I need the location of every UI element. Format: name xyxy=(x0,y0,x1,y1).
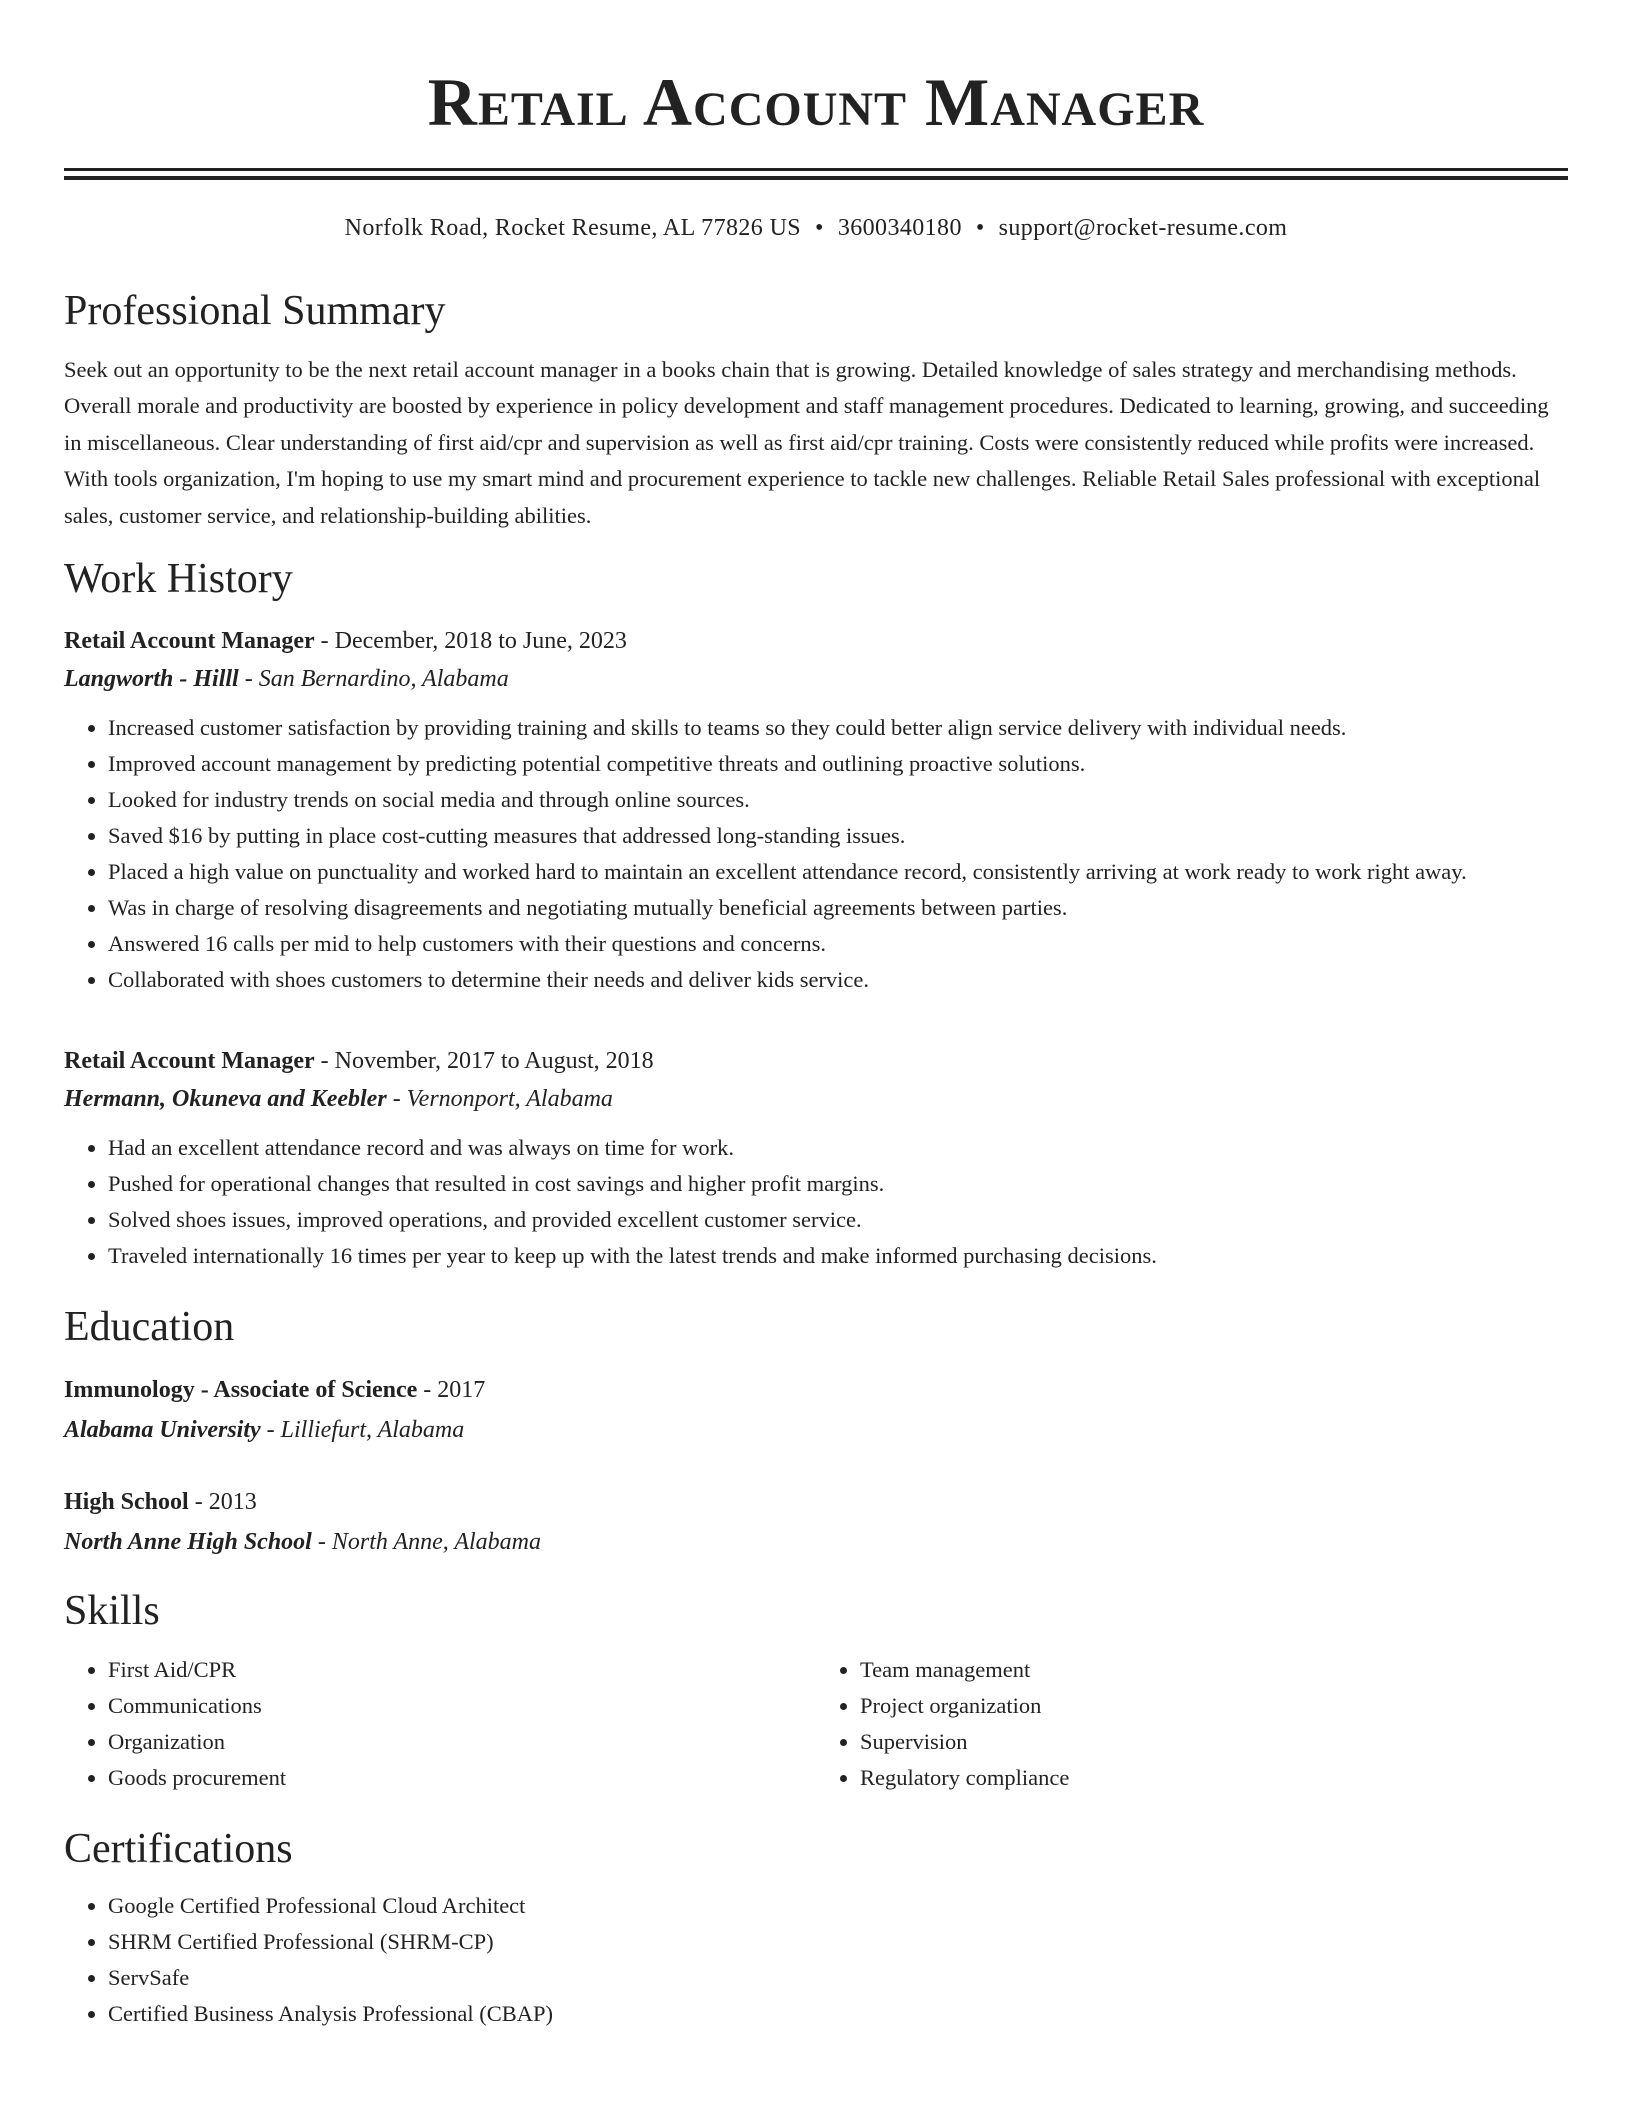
education-location: - North Anne, Alabama xyxy=(311,1529,541,1556)
skill-item: • Organization xyxy=(108,1724,816,1760)
education-entry xyxy=(64,1370,1568,1450)
skill-item: • First Aid/CPR xyxy=(108,1652,816,1688)
list-item: • Pushed for operational changes that resulted in cost savings and higher profit margins. xyxy=(108,1166,1568,1202)
skill-item: • Goods procurement xyxy=(108,1760,816,1796)
skill-item: • Regulatory compliance xyxy=(860,1760,1568,1796)
work-history-heading: Work History xyxy=(64,556,293,603)
job-location: - Vernonport, Alabama xyxy=(386,1086,613,1113)
certifications-heading: Certifications xyxy=(64,1826,293,1873)
education-entry xyxy=(64,1482,1568,1562)
skill-item: • Project organization xyxy=(860,1688,1568,1724)
skills-grid xyxy=(64,1652,1568,1796)
job-title-line xyxy=(64,1042,1568,1080)
contact-email: support@rocket-resume.com xyxy=(998,215,1288,241)
resume-name: Retail Account Manager xyxy=(427,64,1205,140)
header-divider-bottom xyxy=(64,176,1568,180)
education-degree-line xyxy=(64,1370,1568,1410)
certifications-list xyxy=(64,1888,1568,2032)
list-item: • Traveled internationally 16 times per year to keep up with the latest trends and make informed purchasing decisions. xyxy=(108,1238,1568,1274)
job-dates: - November, 2017 to August, 2018 xyxy=(314,1048,654,1075)
job-position: Retail Account Manager xyxy=(64,628,315,655)
education-school: North Anne High School xyxy=(64,1529,312,1556)
contact-separator: • xyxy=(975,215,985,241)
list-item: • Solved shoes issues, improved operations, and provided excellent customer service. xyxy=(108,1202,1568,1238)
job-title-line xyxy=(64,622,1568,660)
job-dates: - December, 2018 to June, 2023 xyxy=(314,628,627,655)
education-year: - 2013 xyxy=(188,1489,257,1516)
certification-item: • Google Certified Professional Cloud Architect xyxy=(108,1888,1568,1924)
skill-item: • Communications xyxy=(108,1688,816,1724)
summary-text: Seek out an opportunity to be the next retail account manager in a books chain that is growing. Detailed knowledge of sales strategy and merchandising methods. Overall morale and productivity are boosted by experience in policy development and staff management procedures. Dedicated to learning, growing, and succeeding in miscellaneous. Clear understanding of first aid/cpr and supervision as well as first aid/cpr training. Costs were consistently reduced while profits were increased. With tools organization, I'm hoping to use my smart mind and procurement experience to tackle new challenges. Reliable Retail Sales professional with exceptional sales, customer service, and relationship-building abilities. xyxy=(64,357,1549,528)
list-item: • Increased customer satisfaction by providing training and skills to teams so they could better align service delivery with individual needs. xyxy=(108,710,1568,746)
education-school: Alabama University xyxy=(64,1417,261,1444)
job-duties-list xyxy=(64,1130,1568,1274)
certification-item: • ServSafe xyxy=(108,1960,1568,1996)
education-degree: High School xyxy=(64,1489,189,1516)
education-year: - 2017 xyxy=(417,1377,486,1404)
skills-list-left xyxy=(64,1652,816,1796)
skill-item: • Supervision xyxy=(860,1724,1568,1760)
certification-item: • Certified Business Analysis Professional (CBAP) xyxy=(108,1996,1568,2032)
skill-item: • Team management xyxy=(860,1652,1568,1688)
list-item: • Saved $16 by putting in place cost-cutting measures that addressed long-standing issues. xyxy=(108,818,1568,854)
job-company-line xyxy=(64,1080,1568,1118)
education-location: - Lilliefurt, Alabama xyxy=(260,1417,465,1444)
job-company: Langworth - Hilll xyxy=(64,666,239,693)
skills-list-right xyxy=(816,1652,1568,1796)
education-school-line xyxy=(64,1410,1568,1450)
summary-heading: Professional Summary xyxy=(64,288,446,334)
contact-phone: 3600340180 xyxy=(837,215,962,241)
education-degree-line xyxy=(64,1482,1568,1522)
skills-heading: Skills xyxy=(64,1588,160,1635)
education-heading: Education xyxy=(64,1304,235,1351)
list-item: • Answered 16 calls per mid to help customers with their questions and concerns. xyxy=(108,926,1568,962)
job-company: Hermann, Okuneva and Keebler xyxy=(64,1086,387,1113)
list-item: • Had an excellent attendance record and was always on time for work. xyxy=(108,1130,1568,1166)
list-item: • Looked for industry trends on social media and through online sources. xyxy=(108,782,1568,818)
education-school-line xyxy=(64,1522,1568,1562)
contact-address: Norfolk Road, Rocket Resume, AL 77826 US xyxy=(344,215,802,241)
list-item: • Collaborated with shoes customers to determine their needs and deliver kids service. xyxy=(108,962,1568,998)
contact-line xyxy=(64,212,1568,244)
education-degree: Immunology - Associate of Science xyxy=(64,1377,418,1404)
job-location: - San Bernardino, Alabama xyxy=(238,666,509,693)
job-position: Retail Account Manager xyxy=(64,1048,315,1075)
job-entry xyxy=(64,622,1568,998)
list-item: • Was in charge of resolving disagreements and negotiating mutually beneficial agreements between parties. xyxy=(108,890,1568,926)
list-item: • Placed a high value on punctuality and worked hard to maintain an excellent attendance record, consistently arriving at work ready to work right away. xyxy=(108,854,1568,890)
list-item: • Improved account management by predicting potential competitive threats and outlining proactive solutions. xyxy=(108,746,1568,782)
job-entry xyxy=(64,1042,1568,1274)
certification-item: • SHRM Certified Professional (SHRM-CP) xyxy=(108,1924,1568,1960)
contact-separator: • xyxy=(815,215,824,241)
job-company-line xyxy=(64,660,1568,698)
job-duties-list xyxy=(64,710,1568,998)
